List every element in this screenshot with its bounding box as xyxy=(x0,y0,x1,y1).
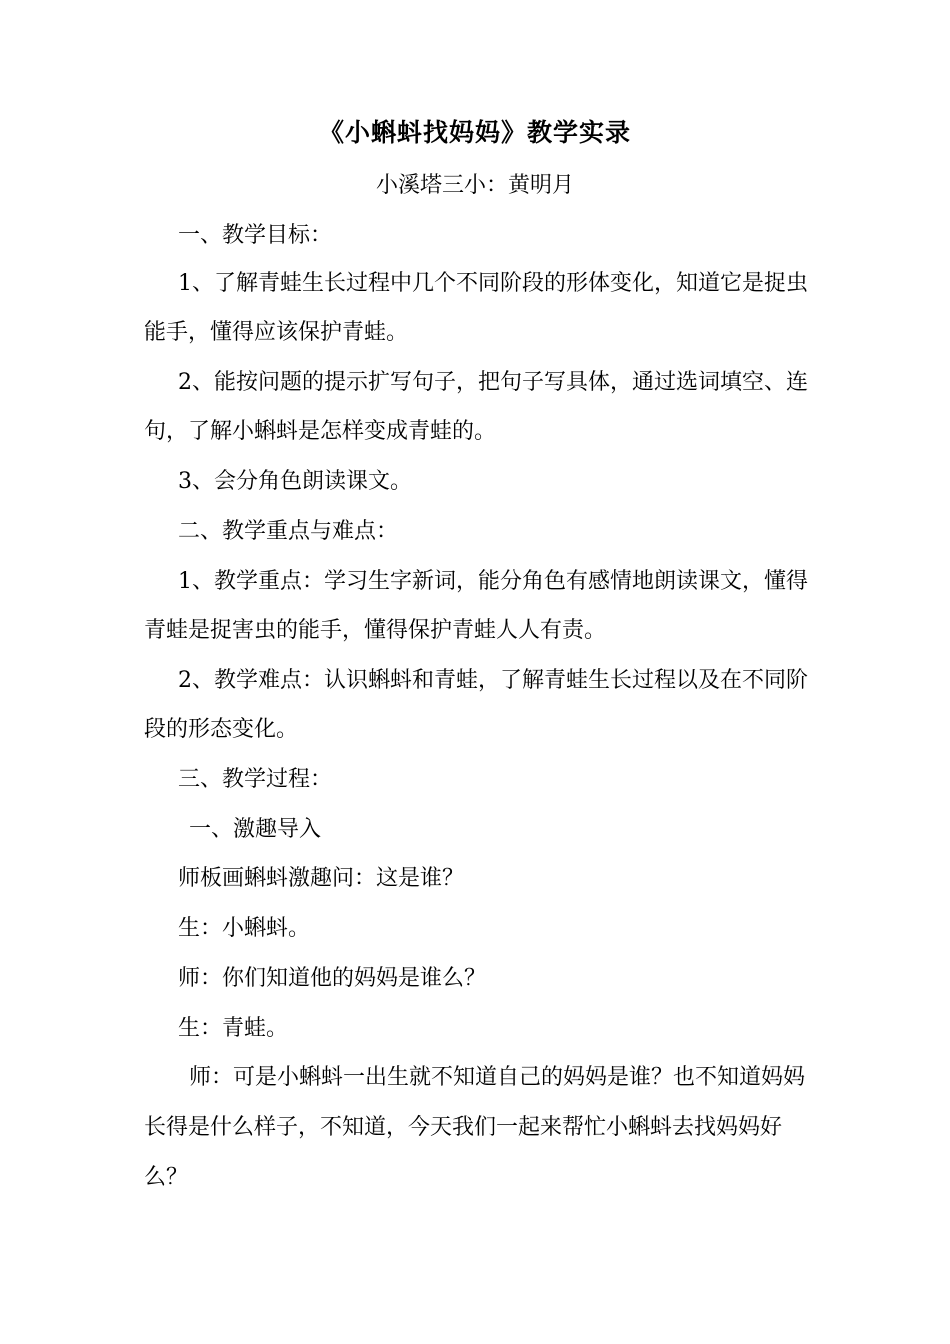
dialogue-line: 生：青蛙。 xyxy=(178,1016,289,1041)
paragraph-line: 能手，懂得应该保护青蛙。 xyxy=(144,320,409,345)
paragraph-line: 1、了解青蛙生长过程中几个不同阶段的形体变化，知道它是捉虫 xyxy=(178,271,808,296)
dialogue-line: 师：你们知道他的妈妈是谁么？ xyxy=(178,966,487,991)
subsection-heading: 一、激趣导入 xyxy=(189,817,322,842)
paragraph-line: 2、能按问题的提示扩写句子，把句子写具体，通过选词填空、连 xyxy=(178,370,808,395)
section-heading-focus: 二、教学重点与难点： xyxy=(178,519,399,544)
dialogue-line: 长得是什么样子，不知道，今天我们一起来帮忙小蝌蚪去找妈妈好 xyxy=(144,1115,783,1140)
document-title: 《小蝌蚪找妈妈》教学实录 xyxy=(318,118,631,147)
paragraph-line: 段的形态变化。 xyxy=(144,717,299,742)
document-author: 小溪塔三小：黄明月 xyxy=(375,173,574,198)
dialogue-line: 师：可是小蝌蚪一出生就不知道自己的妈妈是谁？也不知道妈妈 xyxy=(189,1065,806,1090)
dialogue-line: 生：小蝌蚪。 xyxy=(178,916,311,941)
paragraph-line: 青蛙是捉害虫的能手，懂得保护青蛙人人有责。 xyxy=(144,618,607,643)
paragraph-line: 句，了解小蝌蚪是怎样变成青蛙的。 xyxy=(144,419,497,444)
paragraph-line: 2、教学难点：认识蝌蚪和青蛙，了解青蛙生长过程以及在不同阶 xyxy=(178,668,808,693)
paragraph-line: 3、会分角色朗读课文。 xyxy=(178,469,412,494)
dialogue-line: 么？ xyxy=(144,1165,189,1190)
section-heading-goals: 一、教学目标： xyxy=(178,223,333,248)
section-heading-process: 三、教学过程： xyxy=(178,767,333,792)
dialogue-line: 师板画蝌蚪激趣问：这是谁？ xyxy=(178,866,465,891)
paragraph-line: 1、教学重点：学习生字新词，能分角色有感情地朗读课文，懂得 xyxy=(178,569,808,594)
